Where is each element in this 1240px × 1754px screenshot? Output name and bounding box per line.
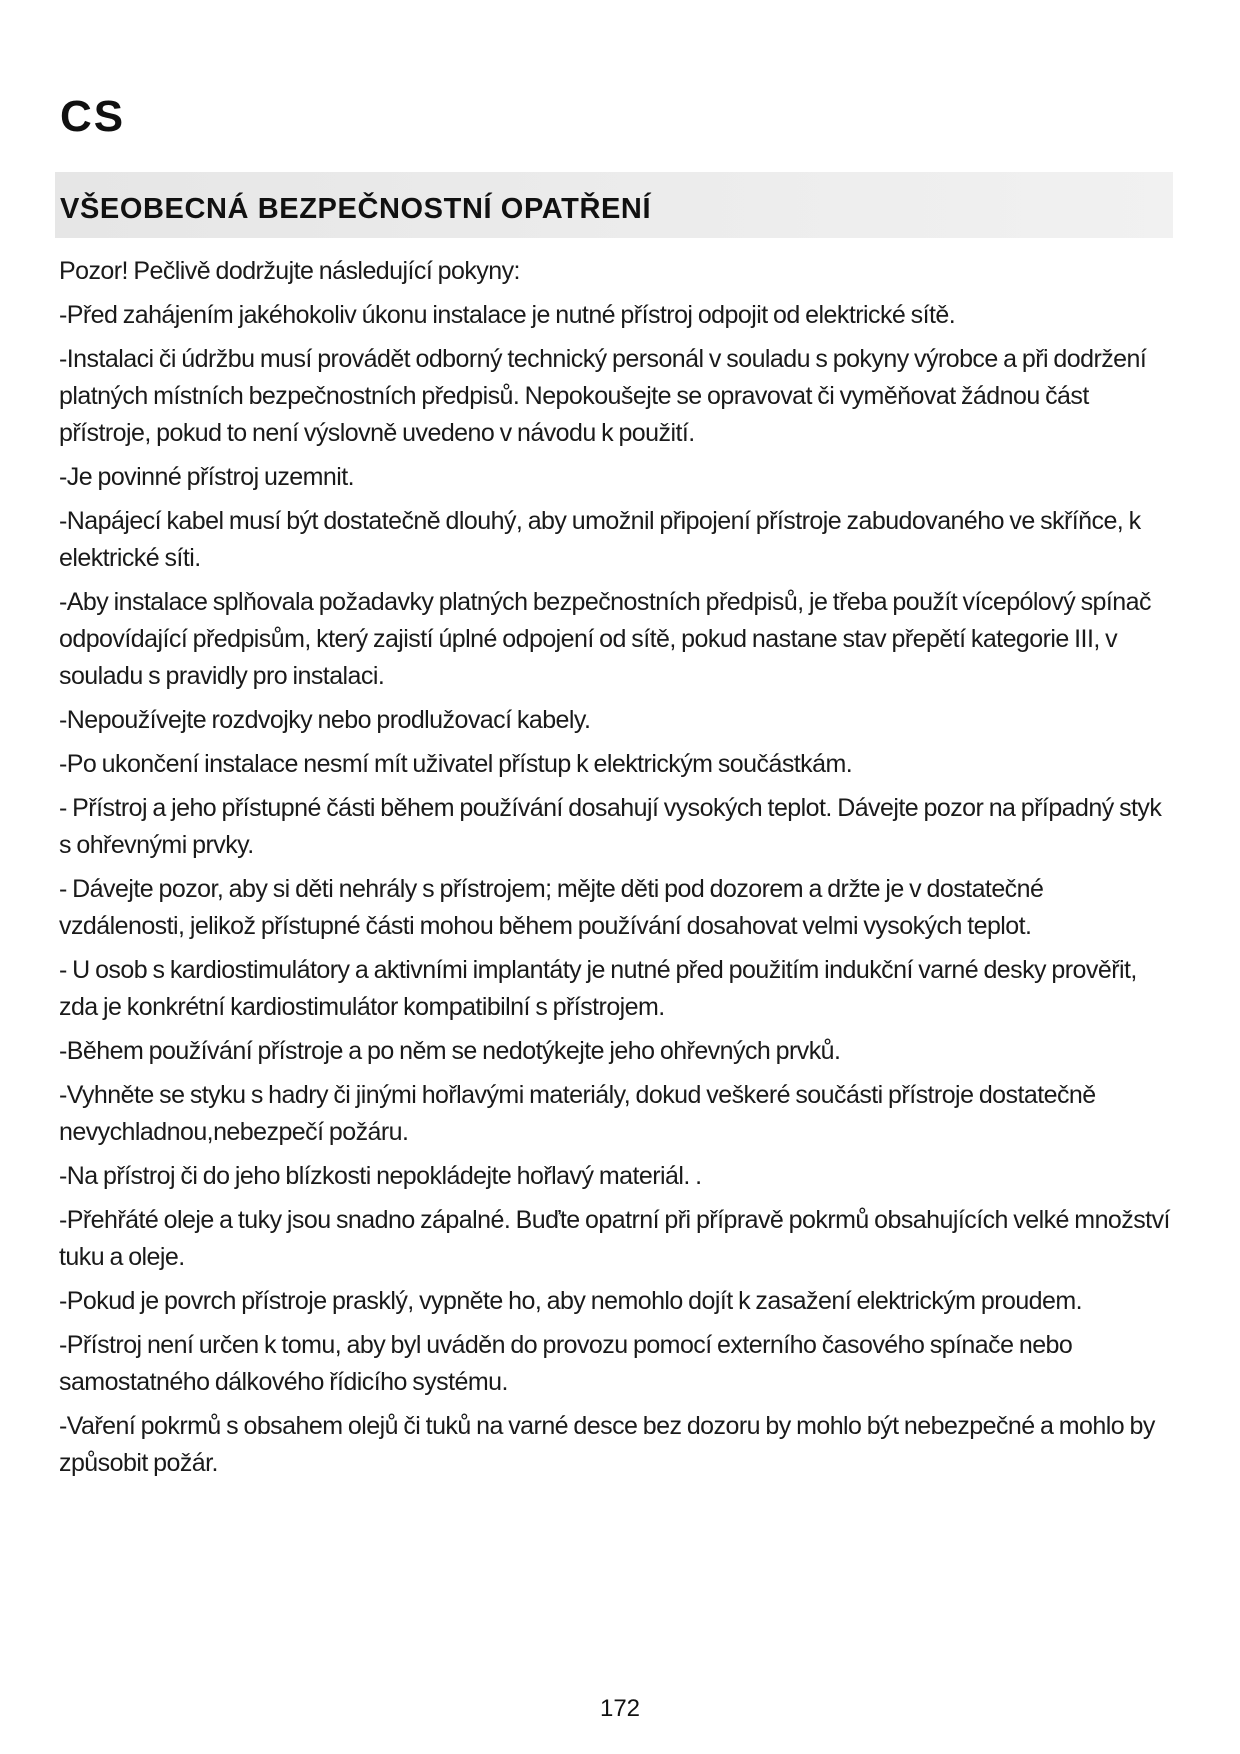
page-number: 172 <box>599 1695 641 1722</box>
instruction-item: - Dávejte pozor, aby si děti nehrály s přístrojem; mějte děti pod dozorem a držte je v dostatečné vzdálenosti, jelikož přístupné části mohou během používání dosahovat velmi vysokých teplot. <box>59 875 1044 940</box>
section-title: VŠEOBECNÁ BEZPEČNOSTNÍ OPATŘENÍ <box>60 193 652 225</box>
instruction-item: -Nepoužívejte rozdvojky nebo prodlužovací kabely. <box>59 706 591 734</box>
instruction-item: -Je povinné přístroj uzemnit. <box>59 463 355 491</box>
safety-instructions <box>59 253 1174 1489</box>
language-code: CS <box>60 92 126 141</box>
instruction-item: -Aby instalace splňovala požadavky platných bezpečnostních předpisů, je třeba použít vícepólový spínač odpovídající předpisům, který zajistí úplné odpojení od sítě, pokud nastane stav přepětí kategorie III, v souladu s pravidly pro instalaci. <box>59 588 1151 690</box>
instruction-item: - U osob s kardiostimulátory a aktivními implantáty je nutné před použitím indukční varné desky prověřit, zda je konkrétní kardiostimulátor kompatibilní s přístrojem. <box>59 956 1137 1021</box>
instruction-item: -Napájecí kabel musí být dostatečně dlouhý, aby umožnil připojení přístroje zabudovaného ve skříňce, k elektrické síti. <box>59 507 1141 572</box>
instruction-item: -Přístroj není určen k tomu, aby byl uváděn do provozu pomocí externího časového spínače nebo samostatného dálkového řídicího systému. <box>59 1331 1073 1396</box>
instruction-item: -Přehřáté oleje a tuky jsou snadno zápalné. Buďte opatrní při přípravě pokrmů obsahujících velké množství tuku a oleje. <box>59 1206 1170 1271</box>
instruction-item: -Na přístroj či do jeho blízkosti nepokládejte hořlavý materiál. . <box>59 1162 702 1190</box>
instruction-item: - Přístroj a jeho přístupné části během používání dosahují vysokých teplot. Dávejte pozor na případný styk s ohřevnými prvky. <box>59 794 1162 859</box>
intro-text: Pozor! Pečlivě dodržujte následující pokyny: <box>59 257 520 285</box>
instruction-item: -Vaření pokrmů s obsahem olejů či tuků na varné desce bez dozoru by mohlo být nebezpečné a mohlo by způsobit požár. <box>59 1412 1155 1477</box>
instruction-item: -Po ukončení instalace nesmí mít uživatel přístup k elektrickým součástkám. <box>59 750 853 778</box>
instruction-item: -Vyhněte se styku s hadry či jinými hořlavými materiály, dokud veškeré součásti přístroje dostatečně nevychladnou,nebezpečí požáru. <box>59 1081 1096 1146</box>
instruction-item: -Pokud je povrch přístroje prasklý, vypněte ho, aby nemohlo dojít k zasažení elektrickým proudem. <box>59 1287 1083 1315</box>
instruction-item: -Během používání přístroje a po něm se nedotýkejte jeho ohřevných prvků. <box>59 1037 841 1065</box>
instruction-item: -Před zahájením jakéhokoliv úkonu instalace je nutné přístroj odpojit od elektrické sítě. <box>59 301 956 329</box>
instruction-item: -Instalaci či údržbu musí provádět odborný technický personál v souladu s pokyny výrobce a při dodržení platných místních bezpečnostních předpisů. Nepokoušejte se opravovat či vyměňovat žádnou část přístroje, pokud to není výslovně uvedeno v návodu k použití. <box>59 345 1147 447</box>
